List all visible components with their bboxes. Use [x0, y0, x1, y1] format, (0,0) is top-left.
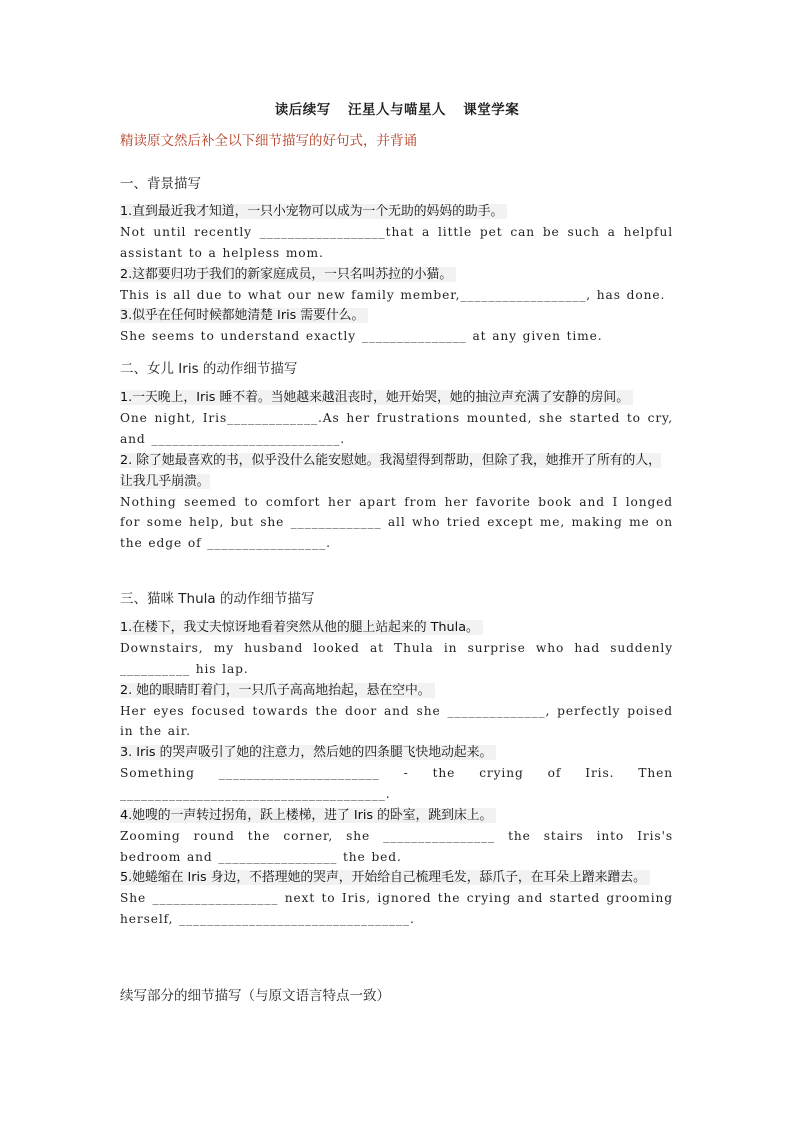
item-en: Downstairs, my husband looked at Thula in surprise who had suddenly __________ his lap.	[120, 641, 673, 676]
item-en: This is all due to what our new family member,__________________, has done.	[120, 287, 666, 302]
item-cn: 1.在楼下，我丈夫惊讶地看着突然从他的腿上站起来的 Thula。	[120, 617, 673, 638]
section-1-items	[120, 201, 673, 347]
item-cn: 2. 她的眼睛盯着门，一只爪子高高地抬起，悬在空中。	[120, 680, 673, 701]
title-part-1: 读后续写	[274, 102, 331, 118]
instruction-text: 精读原文然后补全以下细节描写的好句式，并背诵	[120, 133, 417, 149]
item-en: Not until recently __________________that a little pet can be such a helpful assistant to a helpless mom.	[120, 225, 673, 260]
item-en: One night, Iris_____________.As her frustrations mounted, she started to cry, and ___________________________.	[120, 411, 673, 446]
item-cn: 1.直到最近我才知道，一只小宠物可以成为一个无助的妈妈的助手。	[120, 201, 673, 222]
item-en: She seems to understand exactly _______________ at any given time.	[120, 329, 603, 344]
item-cn: 3. Iris 的哭声吸引了她的注意力，然后她的四条腿飞快地动起来。	[120, 742, 673, 763]
section-heading-thula: 三、猫咪 Thula 的动作细节描写	[120, 591, 315, 607]
item-cn: 1.一天晚上，Iris 睡不着。当她越来越沮丧时，她开始哭，她的抽泣声充满了安静的房间。	[120, 387, 673, 408]
item-cn: 5.她蜷缩在 Iris 身边，不搭理她的哭声，开始给自己梳理毛发，舔爪子，在耳朵上蹭来蹭去。	[120, 867, 673, 888]
continuation-heading: 续写部分的细节描写（与原文语言特点一致）	[120, 988, 390, 1004]
item-en: Zooming round the corner, she ________________ the stairs into Iris's bedroom and _________________ the bed.	[120, 828, 673, 864]
item-en: ______________________________________.	[120, 786, 391, 801]
item-cn: 2. 除了她最喜欢的书，似乎没什么能安慰她。我渴望得到帮助，但除了我，她推开了所有的人，让我几乎崩溃。	[120, 452, 661, 489]
item-cn: 4.她嗖的一声转过拐角，跃上楼梯，进了 Iris 的卧室，跳到床上。	[120, 805, 673, 826]
item-en: She __________________ next to Iris, ignored the crying and started grooming herself, _________________________________.	[120, 891, 673, 927]
page-title	[0, 98, 794, 118]
title-part-2: 汪星人与喵星人	[348, 102, 446, 118]
item-en: Her eyes focused towards the door and she ______________, perfectly poised in the air.	[120, 703, 673, 739]
section-heading-background: 一、背景描写	[120, 176, 201, 192]
section-3-items	[120, 617, 673, 930]
title-part-3: 课堂学案	[463, 102, 520, 118]
section-2-items	[120, 387, 673, 554]
section-heading-iris: 二、女儿 Iris 的动作细节描写	[120, 361, 298, 377]
item-cn: 2.这都要归功于我们的新家庭成员，一只名叫苏拉的小猫。	[120, 264, 673, 285]
item-en: Something _______________________ - the crying of Iris. Then	[120, 766, 673, 781]
item-cn: 3.似乎在任何时候都她清楚 Iris 需要什么。	[120, 305, 673, 326]
item-en: Nothing seemed to comfort her apart from her favorite book and I longed for some help, but she _____________ all who tried except me, making me on the edge of _________________.	[120, 494, 673, 551]
